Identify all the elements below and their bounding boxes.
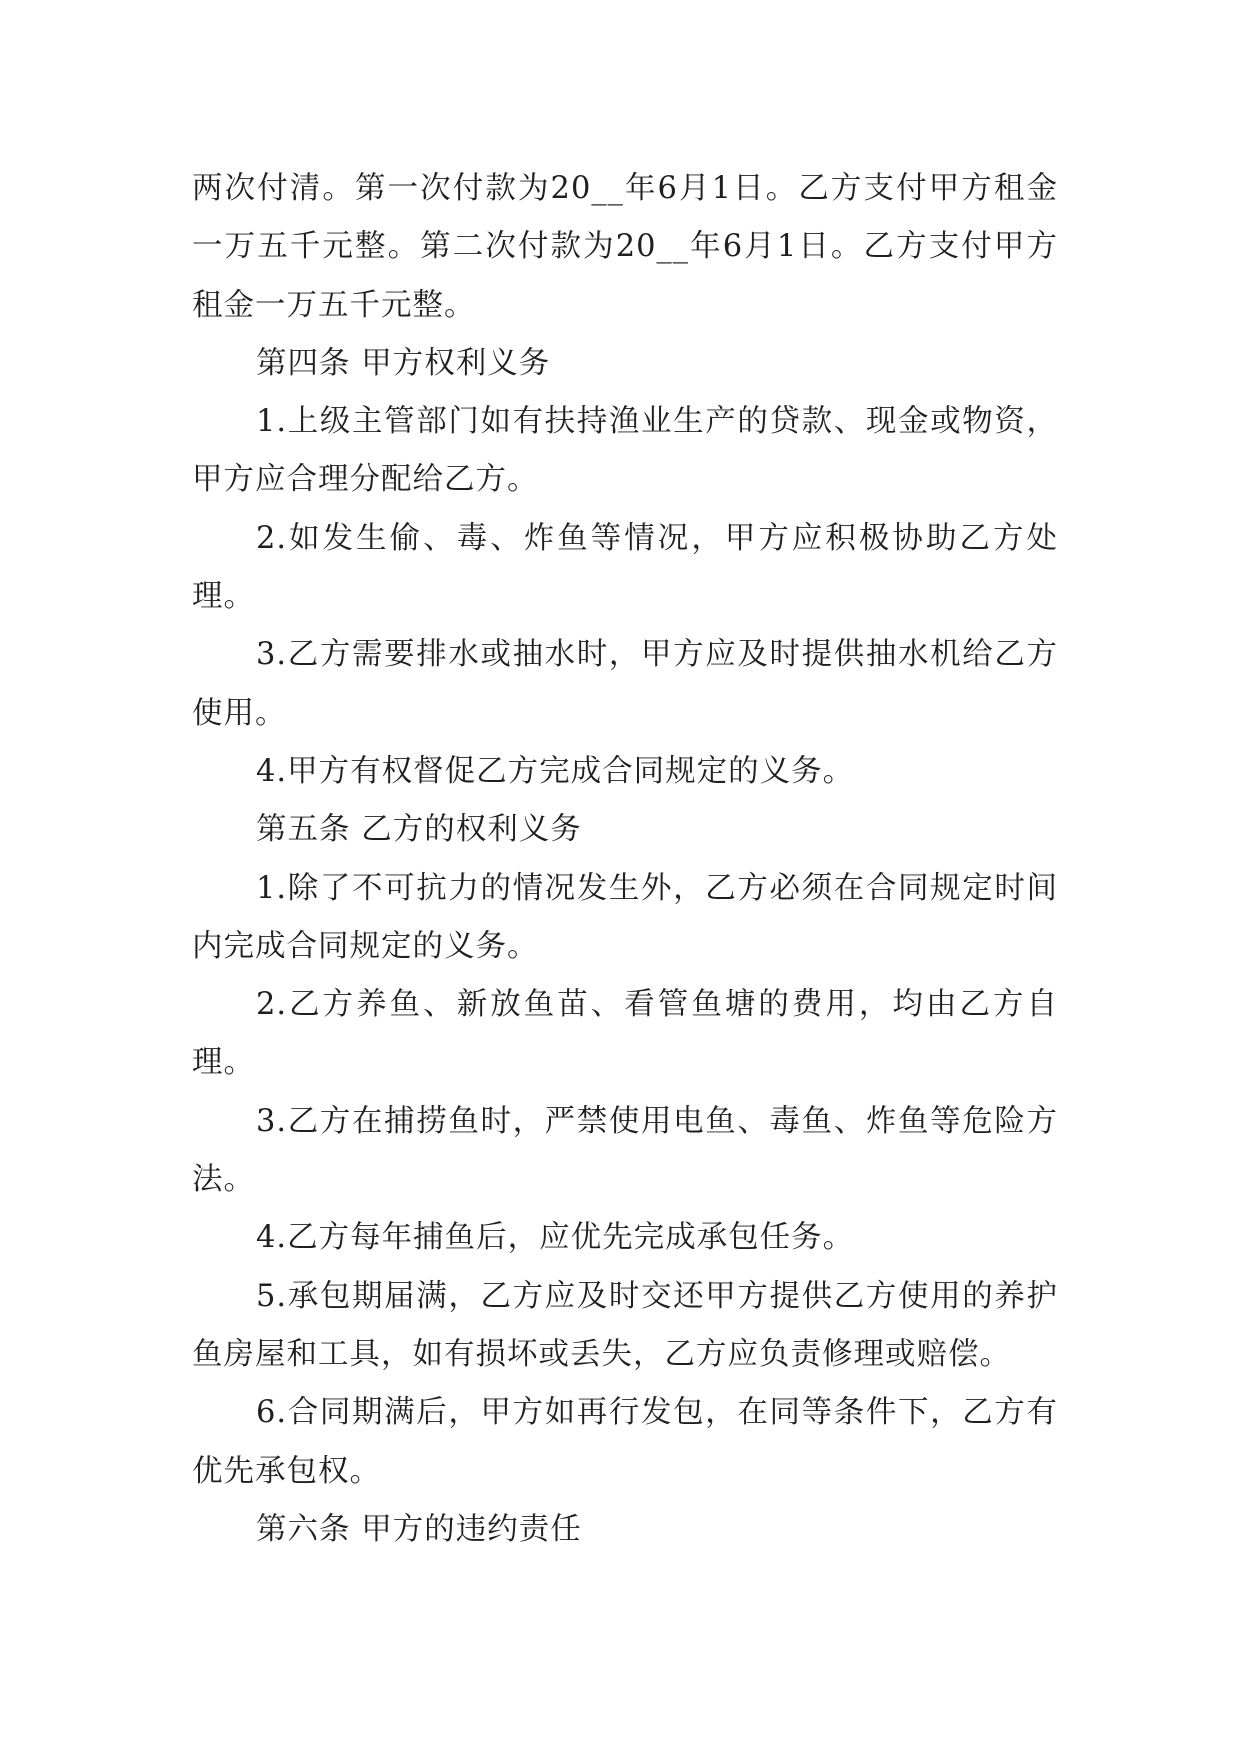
document-body <box>192 160 1058 1559</box>
article-5-heading: 第五条 乙方的权利义务 <box>256 812 582 848</box>
article-5-clause-3: 3.乙方在捕捞鱼时，严禁使用电鱼、毒鱼、炸鱼等危险方法。 <box>192 1103 1058 1198</box>
article-4-clause-2: 2.如发生偷、毒、炸鱼等情况，甲方应积极协助乙方处理。 <box>192 520 1058 615</box>
article-6-heading: 第六条 甲方的违约责任 <box>256 1511 582 1547</box>
article-5-clause-6: 6.合同期满后，甲方如再行发包，在同等条件下，乙方有优先承包权。 <box>192 1395 1058 1489</box>
article-5-clause-4: 4.乙方每年捕鱼后，应优先完成承包任务。 <box>256 1220 855 1256</box>
article-5-clause-5: 5.承包期届满，乙方应及时交还甲方提供乙方使用的养护鱼房屋和工具，如有损坏或丢失，乙方应负责修理或赔偿。 <box>192 1278 1058 1372</box>
article-4-heading: 第四条 甲方权利义务 <box>256 345 551 381</box>
article-4-clause-4: 4.甲方有权督促乙方完成合同规定的义务。 <box>256 753 855 789</box>
paragraph-payment-terms: 两次付清。第一次付款为20__年6月1日。乙方支付甲方租金一万五千元整。第二次付款为20__年6月1日。乙方支付甲方租金一万五千元整。 <box>192 171 1058 323</box>
article-5-clause-1: 1.除了不可抗力的情况发生外，乙方必须在合同规定时间内完成合同规定的义务。 <box>192 870 1058 964</box>
article-5-clause-2: 2.乙方养鱼、新放鱼苗、看管鱼塘的费用，均由乙方自理。 <box>192 987 1058 1081</box>
article-4-clause-1: 1.上级主管部门如有扶持渔业生产的贷款、现金或物资，甲方应合理分配给乙方。 <box>192 404 1058 498</box>
article-4-clause-3: 3.乙方需要排水或抽水时，甲方应及时提供抽水机给乙方使用。 <box>192 637 1058 731</box>
